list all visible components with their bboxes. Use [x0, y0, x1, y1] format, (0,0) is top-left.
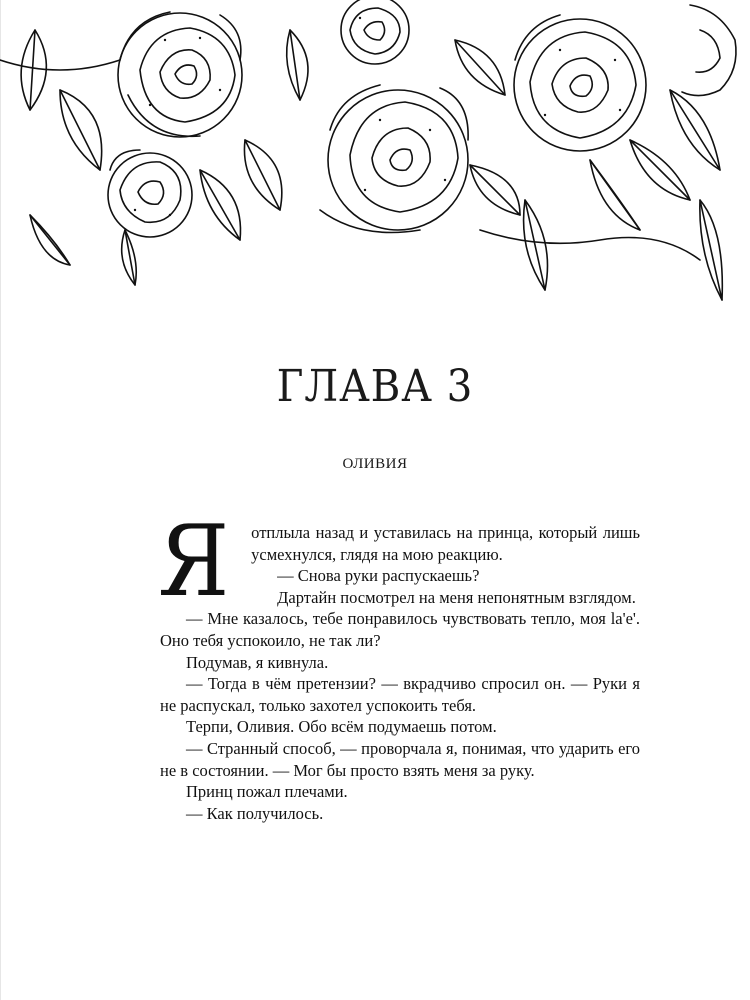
paragraph: — Тогда в чём претензии? — вкрадчиво спросил он. — Руки я не распускал, только захотел успокоить тебя. [160, 674, 640, 715]
chapter-pov-name: ОЛИВИЯ [342, 456, 408, 472]
rose-icon [682, 5, 736, 96]
chapter-title: ГЛАВА 3 [276, 361, 474, 412]
paragraph: — Странный способ, — проворчала я, понимая, что ударить его не в состоянии. — Мог бы просто взять меня за руку. [160, 738, 640, 780]
roses-header-icon [0, 0, 750, 310]
rose-icon [514, 15, 646, 151]
paragraph: — Снова руки распускаешь? [277, 566, 480, 586]
rose-icon [108, 150, 192, 237]
first-paragraph-text: отплыла назад и уставилась на принца, который лишь усмехнулся, глядя на мою реакцию. [251, 523, 640, 564]
paragraph: Дартайн посмотрел на меня непонятным взглядом. [277, 587, 636, 607]
drop-cap: Я [158, 505, 230, 619]
rose-icon [341, 0, 409, 64]
rose-icon [118, 12, 242, 137]
paragraph: — Как получилось. [186, 803, 324, 823]
chapter-text [158, 505, 640, 824]
paragraph: Подумав, я кивнула. [186, 652, 329, 672]
rose-icon [328, 85, 468, 230]
leaf-icon [21, 30, 722, 300]
paragraph: Терпи, Оливия. Обо всём подумаешь потом. [186, 717, 497, 737]
paragraph: — Мне казалось, тебе понравилось чувствовать тепло, моя la'e'. Оно тебя успокоило, не так ли? [160, 609, 640, 650]
paragraph: Принц пожал плечами. [186, 782, 348, 802]
